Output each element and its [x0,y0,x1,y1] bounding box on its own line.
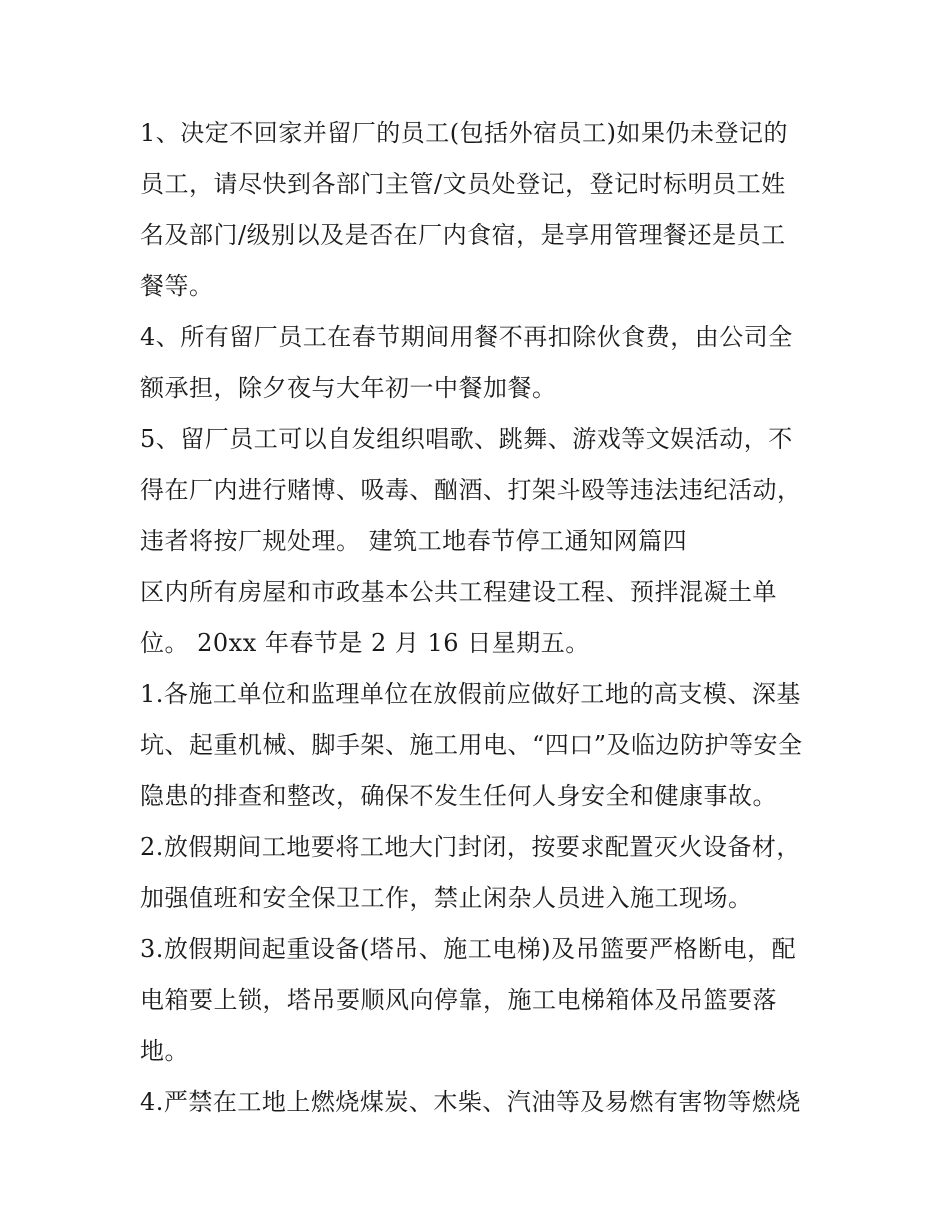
text-line: 区内所有房屋和市政基本公共工程建设工程、预拌混凝土单 [140,578,777,606]
text-line: 加强值班和安全保卫工作，禁止闲杂人员进入施工现场。 [140,884,753,912]
text-line: 5、留厂员工可以自发组织唱歌、跳舞、游戏等文娱活动，不 [140,425,793,453]
text-line: 电箱要上锁，塔吊要顺风向停靠，施工电梯箱体及吊篮要落 [140,986,777,1014]
text-line: 地。 [140,1037,189,1065]
text-line: 额承担，除夕夜与大年初一中餐加餐。 [140,374,557,402]
text-line: 餐等。 [140,272,214,300]
text-line: 坑、起重机械、脚手架、施工用电、“四口”及临边防护等安全 [140,731,803,759]
text-line: 员工，请尽快到各部门主管/文员处登记，登记时标明员工姓 [140,170,786,198]
text-line: 4、所有留厂员工在春节期间用餐不再扣除伙食费，由公司全 [140,323,793,351]
text-line: 4.严禁在工地上燃烧煤炭、木柴、汽油等及易燃有害物等燃烧 [140,1088,801,1116]
text-line: 位。 20xx 年春节是 2 月 16 日星期五。 [140,629,590,657]
text-line: 2.放假期间工地要将工地大门封闭，按要求配置灭火设备材， [140,833,801,861]
document-body [140,108,820,1128]
text-line: 3.放假期间起重设备(塔吊、施工电梯)及吊篮要严格断电，配 [140,935,797,963]
text-line: 1、决定不回家并留厂的员工(包括外宿员工)如果仍未登记的 [140,119,788,147]
text-line: 名及部门/级别以及是否在厂内食宿，是享用管理餐还是员工 [140,221,786,249]
text-line: 得在厂内进行赌博、吸毒、酗酒、打架斗殴等违法违纪活动， [140,476,802,504]
text-line: 1.各施工单位和监理单位在放假前应做好工地的高支模、深基 [140,680,801,708]
text-line: 隐患的排查和整改，确保不发生任何人身安全和健康事故。 [140,782,777,810]
text-line: 违者将按厂规处理。 建筑工地春节停工通知网篇四 [140,527,688,555]
